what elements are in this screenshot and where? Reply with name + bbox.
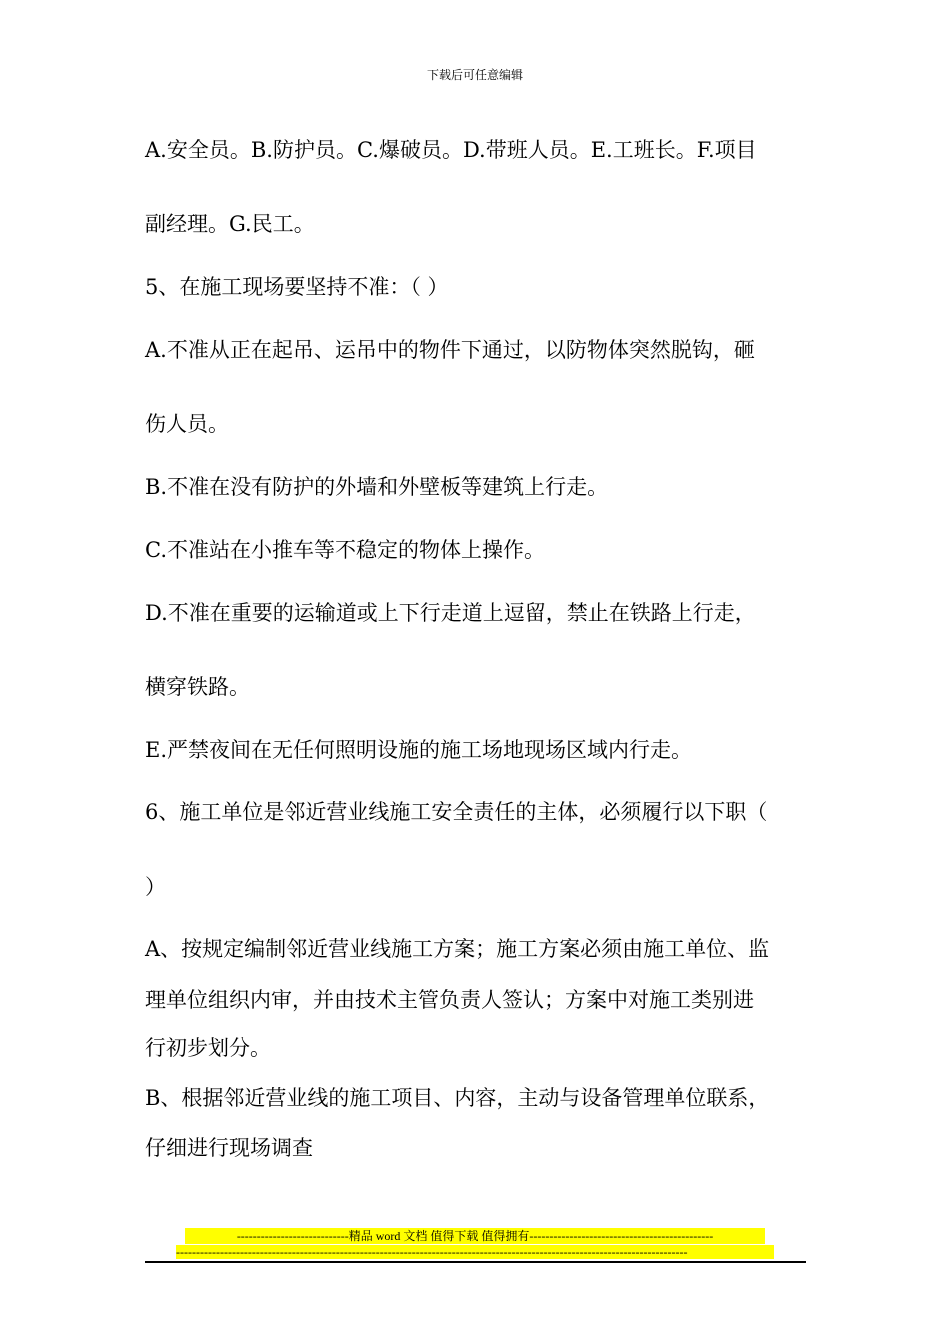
question-5: 5、在施工现场要坚持不准：（ ）	[145, 275, 449, 299]
text-line: A、按规定编制邻近营业线施工方案；施工方案必须由施工单位、监	[145, 937, 770, 961]
footer-banner: ----------------------------精品 word 文档 值得下载 值得拥有----------------------------------------------	[185, 1228, 765, 1244]
text-line: C.不准站在小推车等不稳定的物体上操作。	[145, 538, 545, 562]
text-line: 仔细进行现场调查	[145, 1136, 313, 1160]
footer-rule	[145, 1261, 806, 1263]
text-line: 横穿铁路。	[145, 675, 250, 699]
text-line: 副经理。G.民工。	[145, 212, 315, 236]
text-line: B.不准在没有防护的外墙和外壁板等建筑上行走。	[145, 475, 609, 499]
text-line: E.严禁夜间在无任何照明设施的施工场地现场区域内行走。	[145, 738, 693, 762]
text-line: ）	[145, 875, 166, 899]
question-6: 6、施工单位是邻近营业线施工安全责任的主体，必须履行以下职（	[145, 800, 768, 824]
text-line: A.不准从正在起吊、运吊中的物件下通过，以防物体突然脱钩，砸	[145, 338, 755, 362]
text-line: 行初步划分。	[145, 1036, 271, 1060]
text-line: 伤人员。	[145, 412, 229, 436]
text-line: B、根据邻近营业线的施工项目、内容，主动与设备管理单位联系，	[145, 1086, 770, 1110]
text-line: D.不准在重要的运输道或上下行走道上逗留，禁止在铁路上行走，	[145, 601, 756, 625]
page-header: 下载后可任意编辑	[426, 68, 523, 82]
text-line: 理单位组织内审，并由技术主管负责人签认；方案中对施工类别进	[145, 988, 754, 1012]
text-line: A.安全员。B.防护员。C.爆破员。D.带班人员。E.工班长。F.项目	[145, 138, 757, 162]
footer-dashes: --------------------------------------------------------------------------------------------------------------------------------	[176, 1245, 774, 1259]
